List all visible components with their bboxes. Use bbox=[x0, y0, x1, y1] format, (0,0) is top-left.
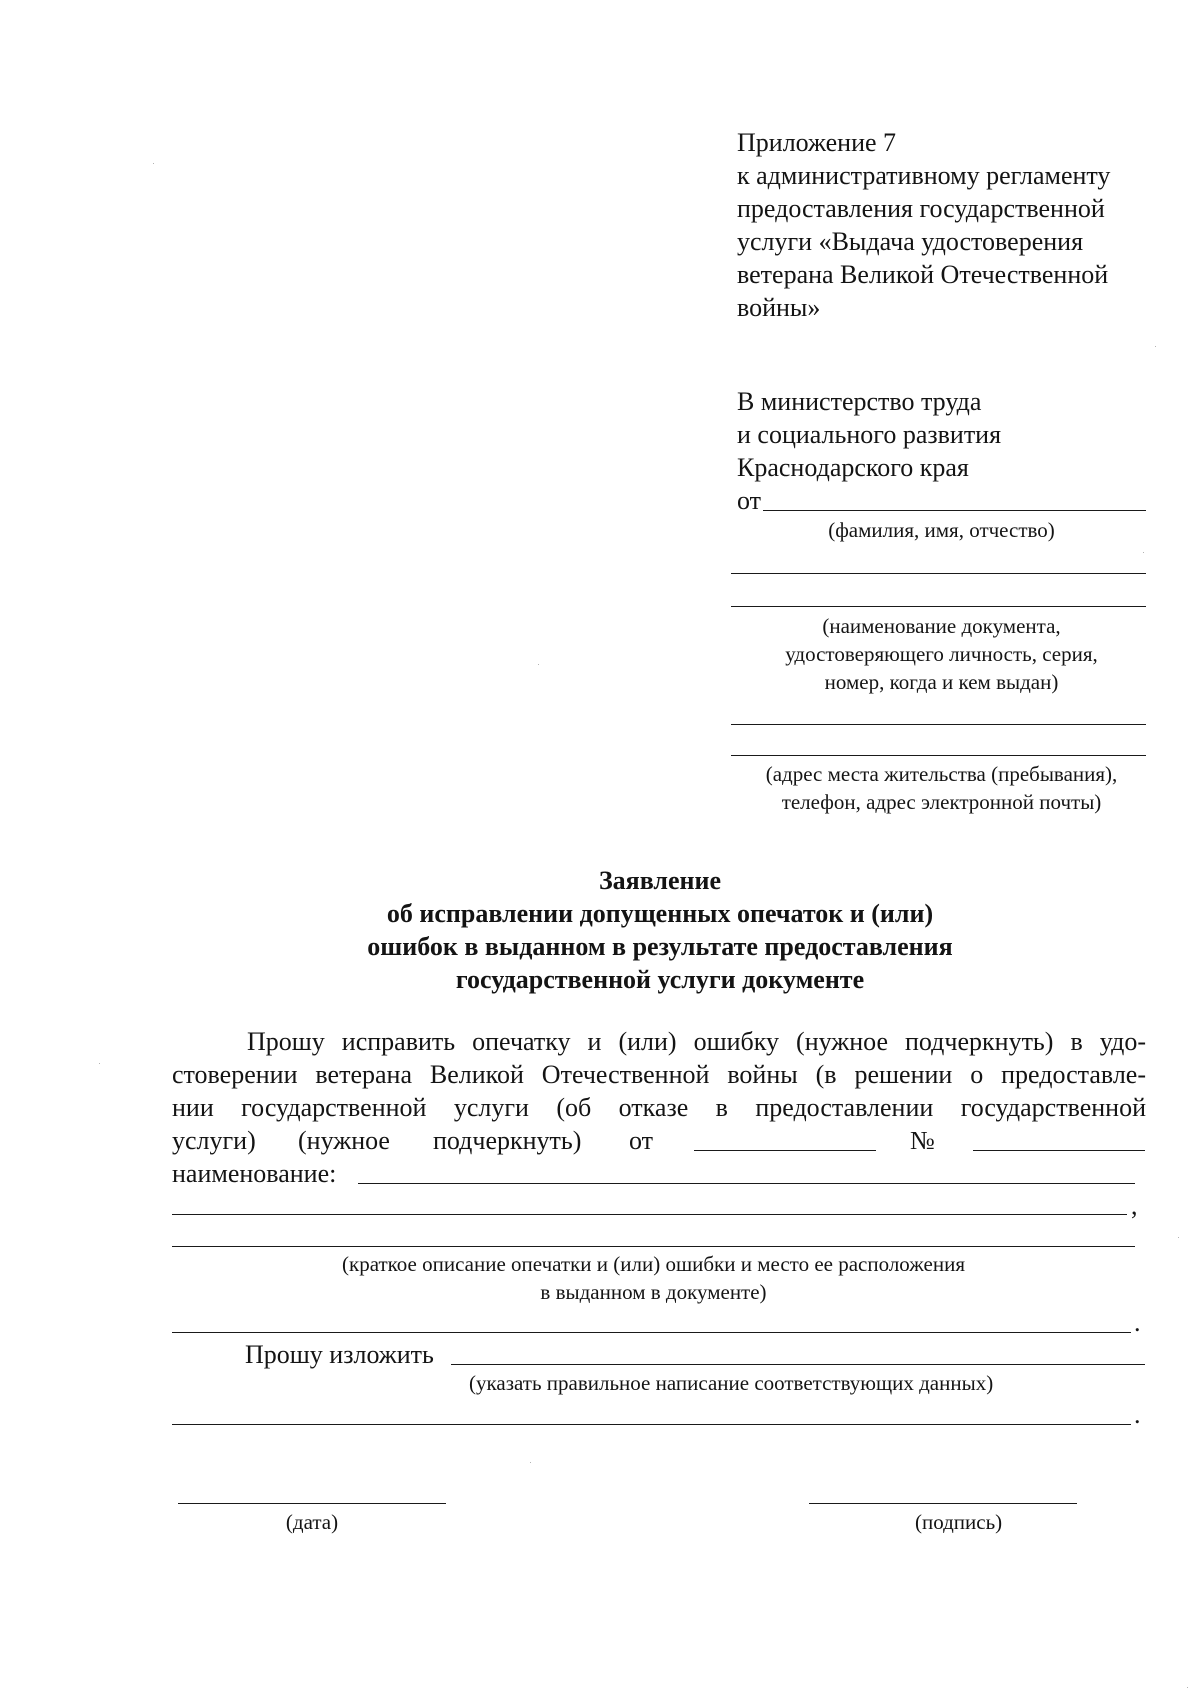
scan-speck bbox=[1178, 1237, 1179, 1238]
scan-speck bbox=[1155, 346, 1156, 347]
description-field-2[interactable] bbox=[172, 1246, 1135, 1247]
scan-speck bbox=[1187, 1687, 1188, 1688]
body-line-3: нии государственной услуги (об отказе в предоставлении государственной bbox=[172, 1093, 1146, 1122]
body-word: услуги) bbox=[172, 1126, 256, 1155]
document-title bbox=[172, 864, 1148, 996]
appendix-line: войны» bbox=[737, 293, 821, 322]
scan-speck bbox=[99, 1063, 100, 1064]
number-field[interactable] bbox=[973, 1150, 1145, 1151]
date-label: (дата) bbox=[285, 1510, 339, 1534]
recipient-line: и социального развития bbox=[737, 420, 1002, 449]
recipient-line: В министерство труда bbox=[737, 387, 982, 416]
scan-speck bbox=[153, 163, 154, 164]
period-mark: . bbox=[1134, 1308, 1141, 1337]
id-document-hint bbox=[737, 612, 1146, 696]
appendix-line: Приложение 7 bbox=[737, 128, 897, 157]
correct-value-field[interactable] bbox=[451, 1364, 1145, 1365]
request-label: Прошу изложить bbox=[245, 1340, 434, 1369]
hint-line: (краткое описание опечатки и (или) ошибки и место ее расположения bbox=[342, 1252, 965, 1276]
title-line: Заявление bbox=[598, 866, 722, 895]
description-hint bbox=[172, 1250, 1135, 1306]
signature-field[interactable] bbox=[809, 1503, 1077, 1504]
period-mark: . bbox=[1134, 1400, 1141, 1429]
recipient-block bbox=[737, 385, 1001, 484]
description-field-3[interactable] bbox=[172, 1332, 1131, 1333]
hint-line: (адрес места жительства (пребывания), bbox=[765, 762, 1118, 786]
address-hint bbox=[731, 760, 1152, 816]
recipient-line: Краснодарского края bbox=[737, 453, 969, 482]
correct-value-field-2[interactable] bbox=[172, 1424, 1131, 1425]
hint-line: телефон, адрес электронной почты) bbox=[781, 790, 1102, 814]
body-word: от bbox=[629, 1126, 654, 1155]
hint-line: удостоверяющего личность, серия, bbox=[785, 642, 1098, 666]
appendix-header bbox=[737, 126, 1110, 324]
appendix-line: к административному регламенту bbox=[737, 161, 1111, 190]
appendix-line: услуги «Выдача удостоверения bbox=[737, 227, 1084, 256]
scan-speck bbox=[530, 1462, 531, 1463]
description-field-1[interactable] bbox=[172, 1214, 1127, 1215]
from-label: от bbox=[737, 486, 762, 515]
from-name-field[interactable] bbox=[763, 510, 1146, 511]
scan-speck bbox=[1143, 552, 1144, 553]
hint-line: в выданном в документе) bbox=[540, 1280, 767, 1304]
title-line: ошибок в выданном в результате предоставления bbox=[367, 932, 953, 961]
body-line-1: Прошу исправить опечатку и (или) ошибку (нужное подчеркнуть) в удо- bbox=[247, 1027, 1146, 1056]
appendix-line: предоставления государственной bbox=[737, 194, 1105, 223]
comma-mark: , bbox=[1131, 1191, 1138, 1220]
address-field-2[interactable] bbox=[731, 755, 1146, 756]
title-line: об исправлении допущенных опечаток и (или) bbox=[386, 899, 934, 928]
date-signature-field[interactable] bbox=[178, 1503, 446, 1504]
number-sign: № bbox=[910, 1126, 935, 1155]
body-word: (нужное bbox=[298, 1126, 390, 1155]
hint-line: номер, когда и кем выдан) bbox=[824, 670, 1059, 694]
name-hint: (фамилия, имя, отчество) bbox=[828, 518, 1055, 542]
body-line-2: стоверении ветерана Великой Отечественной войны (в решении о предоставле- bbox=[172, 1060, 1146, 1089]
address-field-1[interactable] bbox=[731, 724, 1146, 725]
name-label: наименование: bbox=[172, 1159, 337, 1188]
signature-label: (подпись) bbox=[915, 1510, 1003, 1534]
scan-speck bbox=[538, 664, 539, 665]
body-word: подчеркнуть) bbox=[433, 1126, 582, 1155]
request-hint: (указать правильное написание соответствующих данных) bbox=[469, 1371, 994, 1395]
hint-line: (наименование документа, bbox=[822, 614, 1061, 638]
date-field[interactable] bbox=[694, 1150, 876, 1151]
title-line: государственной услуги документе bbox=[455, 965, 865, 994]
id-document-field-2[interactable] bbox=[731, 606, 1146, 607]
document-name-field[interactable] bbox=[358, 1183, 1135, 1184]
id-document-field-1[interactable] bbox=[731, 573, 1146, 574]
appendix-line: ветерана Великой Отечественной bbox=[737, 260, 1109, 289]
